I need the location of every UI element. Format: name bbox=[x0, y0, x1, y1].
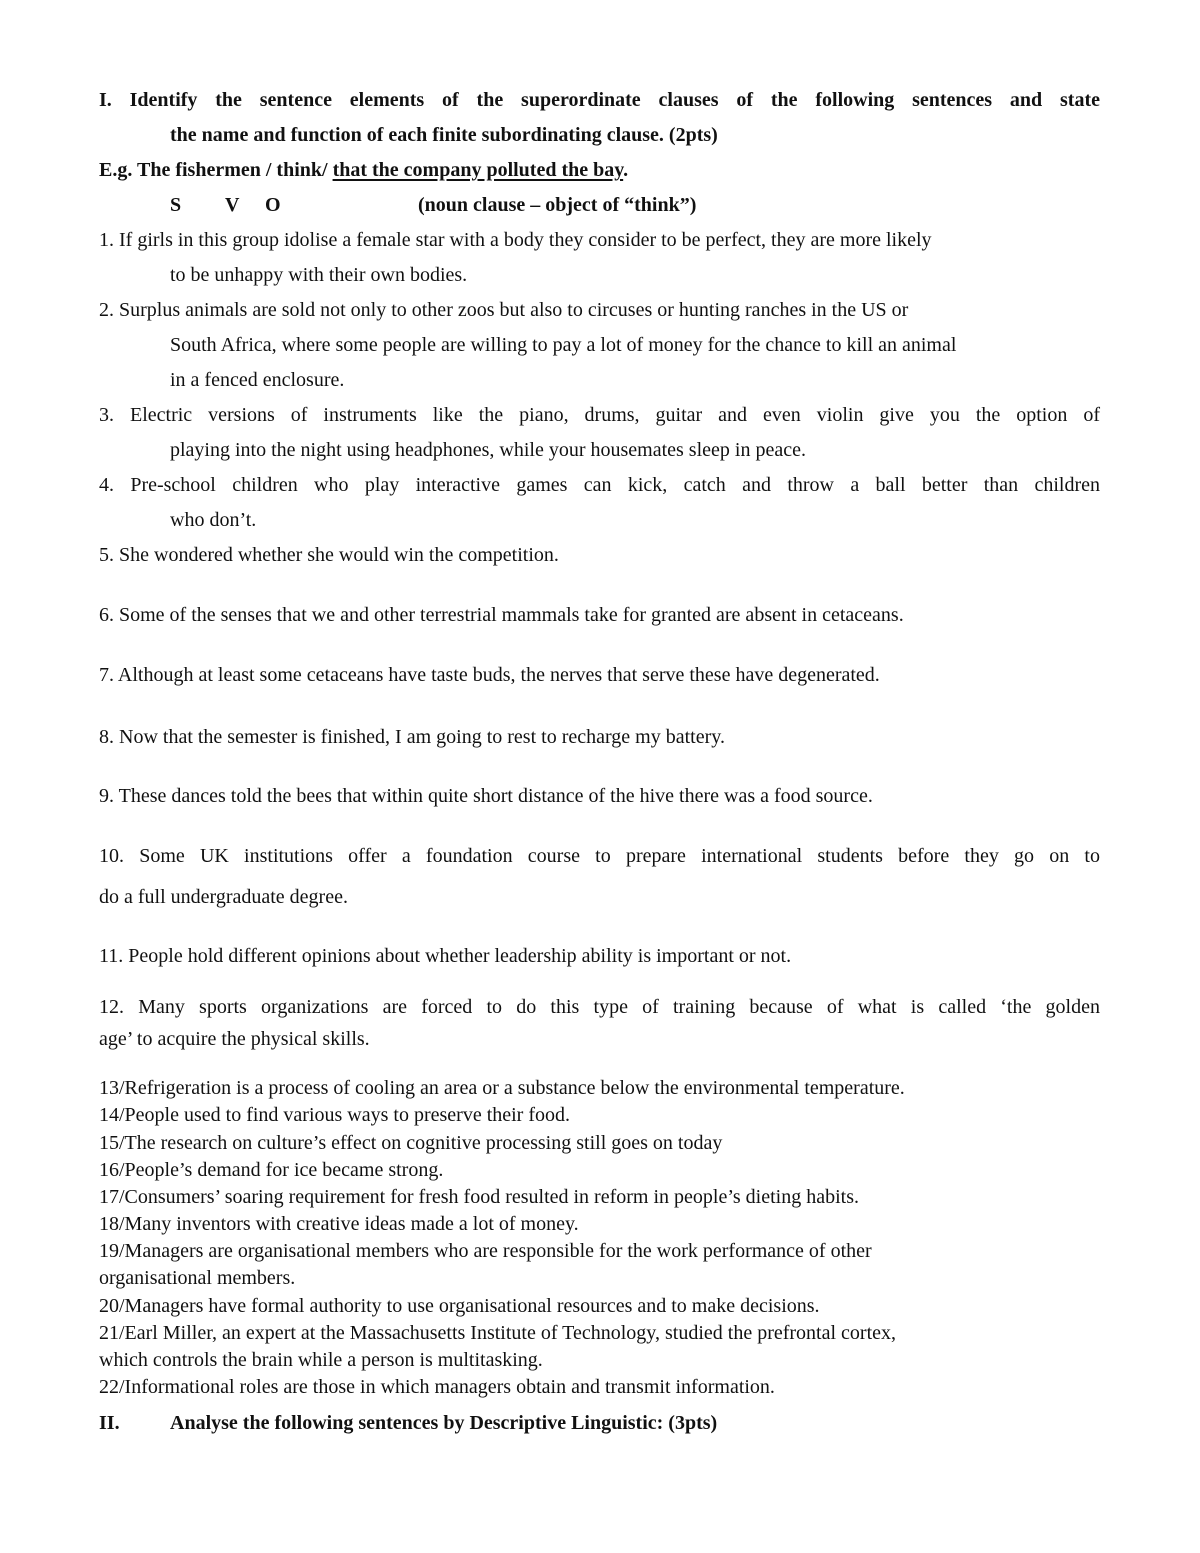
item-6: 6. Some of the senses that we and other terrestrial mammals take for granted are absent in cetaceans. bbox=[99, 604, 904, 626]
example-note: (noun clause – object of “think”) bbox=[418, 194, 697, 216]
item-2-line-1: 2. Surplus animals are sold not only to other zoos but also to circuses or hunting ranches in the US or bbox=[99, 299, 909, 321]
example-prefix: E.g. The fishermen / think/ bbox=[99, 159, 333, 181]
item-16: 16/People’s demand for ice became strong. bbox=[99, 1159, 444, 1181]
item-22: 22/Informational roles are those in which managers obtain and transmit information. bbox=[99, 1376, 775, 1398]
item-5: 5. She wondered whether she would win the competition. bbox=[99, 544, 559, 566]
section-1-heading-line-1: I. Identify the sentence elements of the superordinate clauses of the following sentences and state bbox=[99, 89, 1100, 111]
example-sentence bbox=[99, 160, 628, 180]
item-18: 18/Many inventors with creative ideas made a lot of money. bbox=[99, 1213, 579, 1235]
example-underlined-clause: that the company polluted the bay bbox=[332, 159, 624, 181]
section-1-heading-line-2: the name and function of each finite subordinating clause. (2pts) bbox=[170, 124, 718, 146]
item-17: 17/Consumers’ soaring requirement for fresh food resulted in reform in people’s dieting habits. bbox=[99, 1186, 859, 1208]
item-21-line-1: 21/Earl Miller, an expert at the Massachusetts Institute of Technology, studied the prefrontal cortex, bbox=[99, 1322, 897, 1344]
example-label-s: S bbox=[170, 194, 182, 216]
item-19-line-2: organisational members. bbox=[99, 1267, 296, 1289]
item-2-line-3: in a fenced enclosure. bbox=[170, 369, 345, 391]
section-2-title: Analyse the following sentences by Descriptive Linguistic: (3pts) bbox=[170, 1412, 718, 1434]
item-10-line-2: do a full undergraduate degree. bbox=[99, 886, 348, 908]
item-10-line-1: 10. Some UK institutions offer a foundation course to prepare international students before they go on to bbox=[99, 845, 1100, 867]
item-12-line-2: age’ to acquire the physical skills. bbox=[99, 1028, 370, 1050]
example-label-v: V bbox=[225, 194, 240, 216]
item-9: 9. These dances told the bees that within quite short distance of the hive there was a food source. bbox=[99, 785, 873, 807]
item-15: 15/The research on culture’s effect on cognitive processing still goes on today bbox=[99, 1132, 723, 1154]
item-11: 11. People hold different opinions about whether leadership ability is important or not. bbox=[99, 945, 792, 967]
item-3-line-2: playing into the night using headphones, while your housemates sleep in peace. bbox=[170, 439, 806, 461]
item-4-line-2: who don’t. bbox=[170, 509, 257, 531]
item-3-line-1: 3. Electric versions of instruments like the piano, drums, guitar and even violin give you the option of bbox=[99, 404, 1100, 426]
item-13: 13/Refrigeration is a process of cooling an area or a substance below the environmental temperature. bbox=[99, 1077, 905, 1099]
item-4-line-1: 4. Pre-school children who play interactive games can kick, catch and throw a ball better than children bbox=[99, 474, 1100, 496]
item-8: 8. Now that the semester is finished, I am going to rest to recharge my battery. bbox=[99, 726, 725, 748]
item-20: 20/Managers have formal authority to use organisational resources and to make decisions. bbox=[99, 1295, 820, 1317]
example-label-o: O bbox=[265, 194, 281, 216]
item-2-line-2: South Africa, where some people are willing to pay a lot of money for the chance to kill an animal bbox=[170, 334, 957, 356]
item-7: 7. Although at least some cetaceans have taste buds, the nerves that serve these have degenerated. bbox=[99, 664, 880, 686]
item-19-line-1: 19/Managers are organisational members who are responsible for the work performance of other bbox=[99, 1240, 872, 1262]
item-14: 14/People used to find various ways to preserve their food. bbox=[99, 1104, 571, 1126]
example-suffix: . bbox=[623, 159, 629, 181]
item-12-line-1: 12. Many sports organizations are forced to do this type of training because of what is called ‘the golden bbox=[99, 996, 1100, 1018]
section-2-number: II. bbox=[99, 1412, 120, 1434]
item-1-line-2: to be unhappy with their own bodies. bbox=[170, 264, 468, 286]
item-1-line-1: 1. If girls in this group idolise a female star with a body they consider to be perfect, they are more likely bbox=[99, 229, 932, 251]
item-21-line-2: which controls the brain while a person is multitasking. bbox=[99, 1349, 543, 1371]
